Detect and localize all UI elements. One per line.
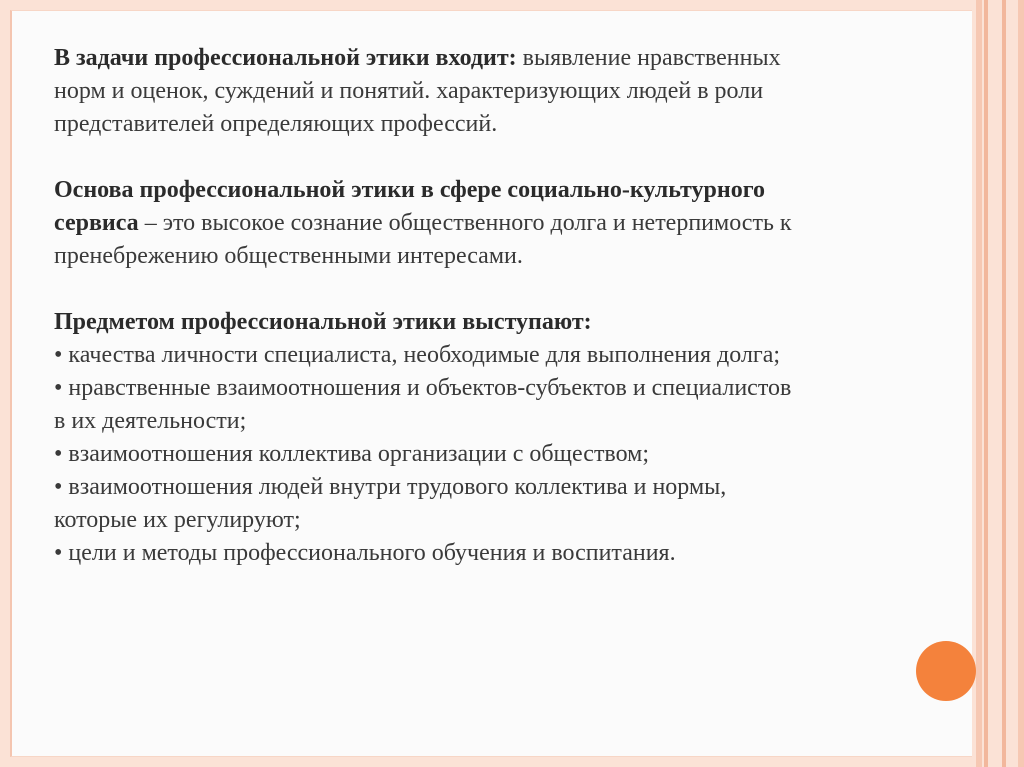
section-heading: Предметом профессиональной этики выступают:	[54, 309, 592, 335]
bold-lead: сервиса	[54, 210, 139, 236]
stripe	[984, 0, 988, 767]
list-item: • цели и методы профессионального обучения и воспитания.	[54, 540, 676, 566]
stripe	[976, 0, 982, 767]
text-line: пренебрежению общественными интересами.	[54, 243, 523, 269]
slide-content	[54, 42, 954, 570]
text-line: норм и оценок, суждений и понятий. характеризующих людей в роли	[54, 78, 764, 104]
stripe	[1018, 0, 1024, 767]
list-item: • нравственные взаимоотношения и объектов-субъектов и специалистов	[54, 375, 792, 401]
list-item-continuation: которые их регулируют;	[54, 507, 301, 533]
list-item: • взаимоотношения людей внутри трудового коллектива и нормы,	[54, 474, 727, 500]
bold-lead: В задачи профессиональной этики входит:	[54, 45, 517, 71]
list-item: • качества личности специалиста, необходимые для выполнения долга;	[54, 342, 781, 368]
text-line: представителей определяющих профессий.	[54, 111, 498, 137]
text-line	[54, 42, 954, 75]
list-item-continuation: в их деятельности;	[54, 408, 247, 434]
list-item: • взаимоотношения коллектива организации с обществом;	[54, 441, 649, 467]
paragraph-tasks	[54, 42, 954, 141]
decorative-stripes	[976, 0, 1024, 767]
stripe	[1008, 0, 1016, 767]
stripe	[990, 0, 1000, 767]
text-run: – это высокое сознание общественного долга и нетерпимость к	[138, 210, 792, 236]
stripe	[1002, 0, 1006, 767]
bold-lead: Основа профессиональной этики в сфере социально-культурного	[54, 177, 765, 203]
text-run: выявление нравственных	[516, 45, 781, 71]
paragraph-subject	[54, 306, 954, 570]
decorative-circle	[916, 641, 976, 701]
text-line	[54, 207, 954, 240]
paragraph-basis	[54, 174, 954, 273]
